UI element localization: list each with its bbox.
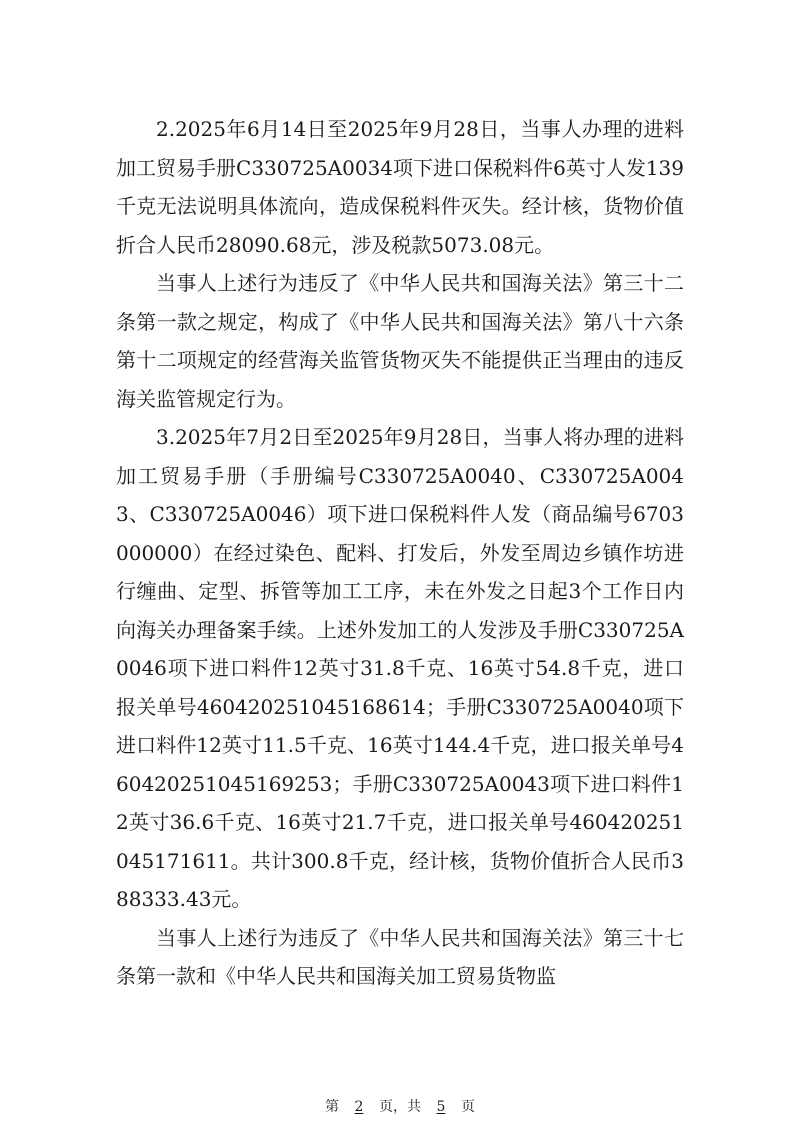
page-footer bbox=[0, 1097, 800, 1117]
paragraph-violation-2: 当事人上述行为违反了《中华人民共和国海关法》第三十七条第一款和《中华人民共和国海关加工贸易货物监 bbox=[116, 925, 684, 988]
paragraph-violation-1: 当事人上述行为违反了《中华人民共和国海关法》第三十二条第一款之规定，构成了《中华人民共和国海关法》第八十六条第十二项规定的经营海关监管货物灭失不能提供正当理由的违反海关监管规定行为。 bbox=[116, 271, 684, 411]
paragraph-item-2: 2.2025年6月14日至2025年9月28日，当事人办理的进料加工贸易手册C330725A0034项下进口保税料件6英寸人发139千克无法说明具体流向，造成保税料件灭失。经计核，货物价值折合人民币28090.68元，涉及税款5073.08元。 bbox=[116, 117, 684, 257]
footer-suffix: 页 bbox=[461, 1099, 475, 1115]
footer-prefix: 第 bbox=[325, 1099, 339, 1115]
footer-middle: 页，共 bbox=[379, 1099, 421, 1115]
current-page-number: 2 bbox=[354, 1099, 364, 1115]
paragraph-item-3: 3.2025年7月2日至2025年9月28日，当事人将办理的进料加工贸易手册（手册编号C330725A0040、C330725A0043、C330725A0046）项下进口保税料件人发（商品编号6703000000）在经过染色、配料、打发后，外发至周边乡镇作坊进行缠曲、定型、拆管等加工工序，未在外发之日起3个工作日内向海关办理备案手续。上述外发加工的人发涉及手册C330725A0046项下进口料件12英寸31.8千克、16英寸54.8千克，进口报关单号460420251045168614；手册C330725A0040项下进口料件12英寸11.5千克、16英寸144.4千克，进口报关单号460420251045169253；手册C330725A0043项下进口料件12英寸36.6千克、16英寸21.7千克，进口报关单号460420251045171611。共计300.8千克，经计核，货物价值折合人民币388333.43元。 bbox=[116, 425, 684, 911]
document-body bbox=[116, 110, 684, 996]
total-page-number: 5 bbox=[436, 1099, 446, 1115]
